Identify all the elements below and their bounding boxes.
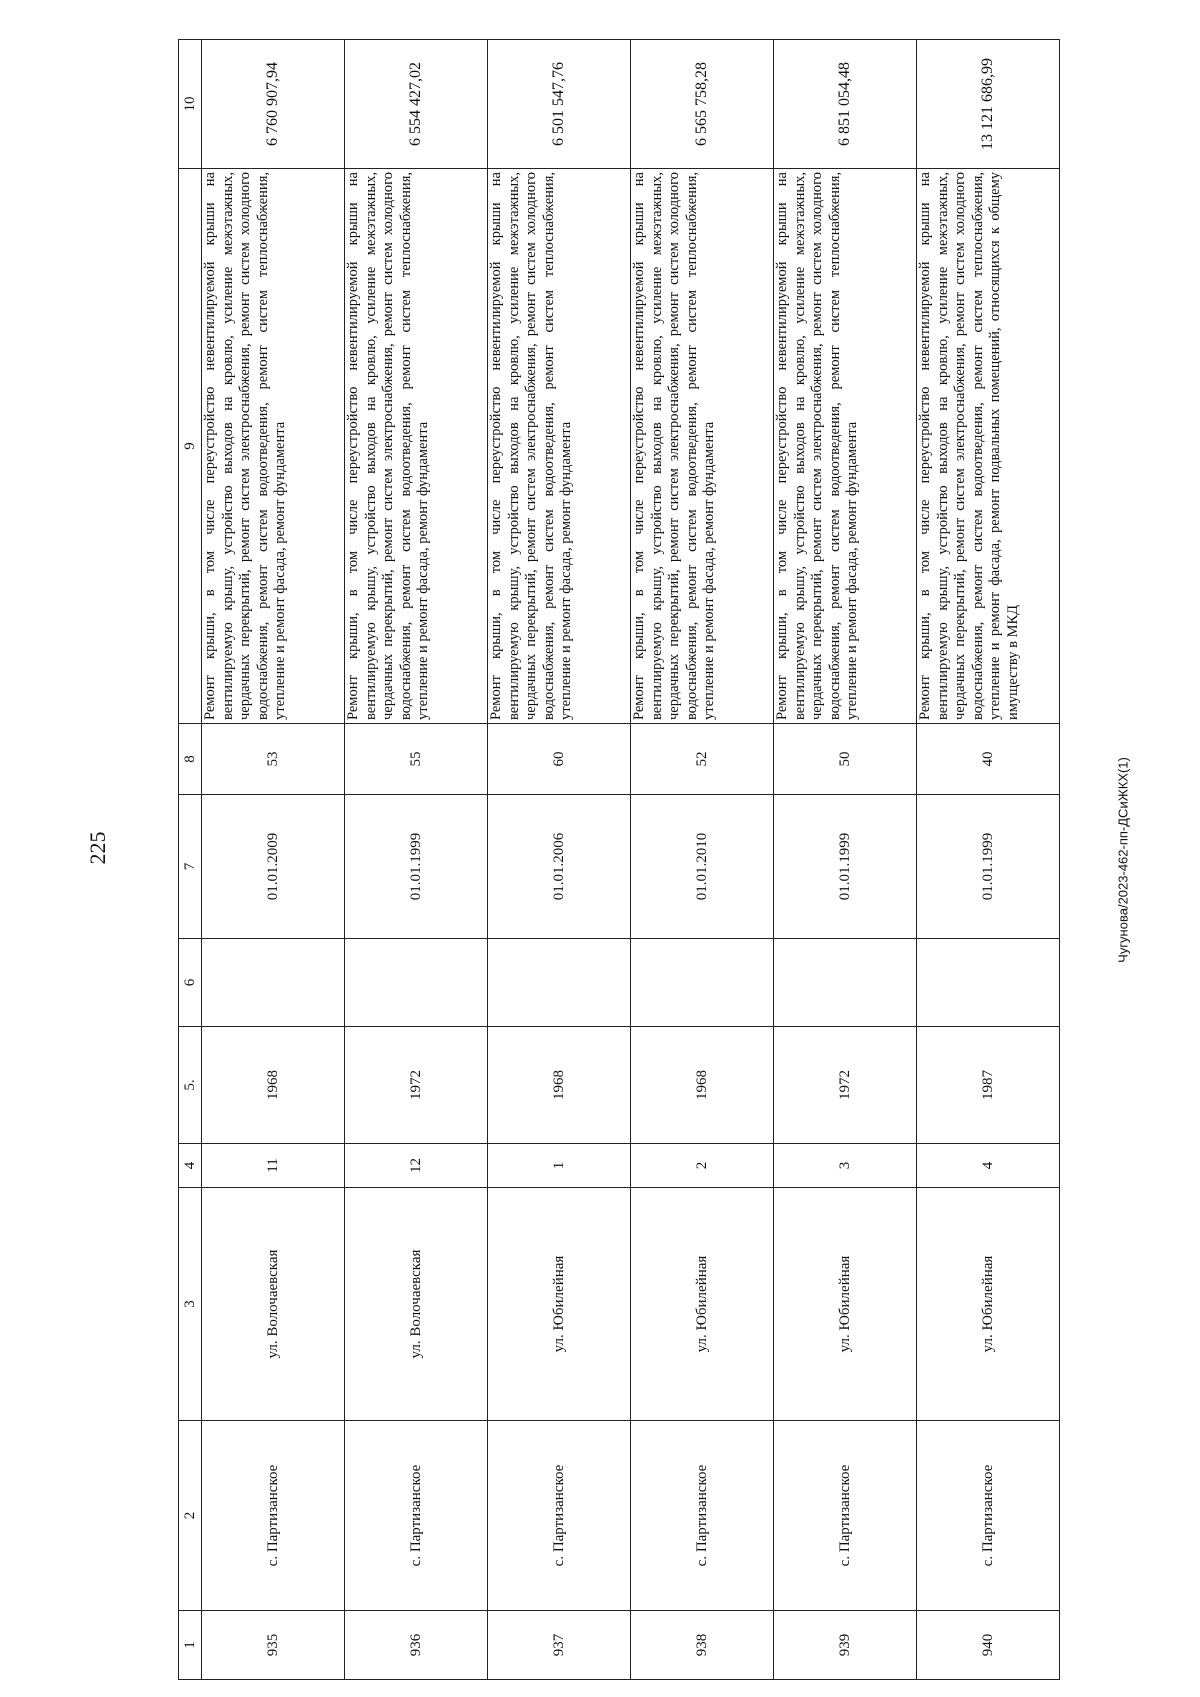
- col8-cell: 60: [488, 724, 631, 795]
- col8-cell: 50: [774, 724, 917, 795]
- row-number: 935: [202, 1611, 345, 1680]
- house-cell: 3: [774, 1144, 917, 1188]
- settlement-cell: с. Партизанское: [774, 1421, 917, 1611]
- row-number: 940: [917, 1611, 1060, 1680]
- col8-cell: 52: [631, 724, 774, 795]
- work-description-cell: Ремонт крыши, в том числе переустройство невентилируемой крыши на вентилируемую крышу, устройство выходов на кровлю, усиление межэтажных, чердачных перекрытий, ремонт систем электроснабжения, ремонт систем холодного водоснабжения, ремонт систем водоотведения, ремонт систем теплоснабжения, утепление и ремонт фасада, ремонт фундамента: [631, 169, 774, 724]
- col6-cell: [345, 939, 488, 1027]
- row-number: 936: [345, 1611, 488, 1680]
- date-cell: 01.01.1999: [345, 795, 488, 939]
- column-header: 6: [179, 939, 202, 1027]
- col8-cell: 53: [202, 724, 345, 795]
- date-cell: 01.01.1999: [774, 795, 917, 939]
- house-cell: 12: [345, 1144, 488, 1188]
- repair-program-table: [178, 39, 1060, 1680]
- settlement-cell: с. Партизанское: [488, 1421, 631, 1611]
- year-cell: 1972: [774, 1027, 917, 1144]
- column-header: 9: [179, 169, 202, 724]
- column-header: 8: [179, 724, 202, 795]
- page-number: 225: [85, 831, 110, 865]
- col6-cell: [917, 939, 1060, 1027]
- col6-cell: [488, 939, 631, 1027]
- street-cell: ул. Волочаевская: [202, 1188, 345, 1421]
- amount-cell: 6 501 547,76: [488, 40, 631, 169]
- street-cell: ул. Юбилейная: [488, 1188, 631, 1421]
- street-cell: ул. Юбилейная: [917, 1188, 1060, 1421]
- table-row: [345, 40, 488, 1680]
- street-cell: ул. Волочаевская: [345, 1188, 488, 1421]
- table-row: [631, 40, 774, 1680]
- date-cell: 01.01.2009: [202, 795, 345, 939]
- work-description-cell: Ремонт крыши, в том числе переустройство невентилируемой крыши на вентилируемую крышу, устройство выходов на кровлю, усиление межэтажных, чердачных перекрытий, ремонт систем электроснабжения, ремонт систем холодного водоснабжения, ремонт систем водоотведения, ремонт систем теплоснабжения, утепление и ремонт фасада, ремонт фундамента: [488, 169, 631, 724]
- work-description-cell: Ремонт крыши, в том числе переустройство невентилируемой крыши на вентилируемую крышу, устройство выходов на кровлю, усиление межэтажных, чердачных перекрытий, ремонт систем электроснабжения, ремонт систем холодного водоснабжения, ремонт систем водоотведения, ремонт систем теплоснабжения, утепление и ремонт фасада, ремонт фундамента: [774, 169, 917, 724]
- table-row: [488, 40, 631, 1680]
- work-description-cell: Ремонт крыши, в том числе переустройство невентилируемой крыши на вентилируемую крышу, устройство выходов на кровлю, усиление межэтажных, чердачных перекрытий, ремонт систем электроснабжения, ремонт систем холодного водоснабжения, ремонт систем водоотведения, ремонт систем теплоснабжения, утепление и ремонт фасада, ремонт фундамента: [345, 169, 488, 724]
- amount-cell: 6 554 427,02: [345, 40, 488, 169]
- table-row: [917, 40, 1060, 1680]
- column-header: 4: [179, 1144, 202, 1188]
- date-cell: 01.01.2006: [488, 795, 631, 939]
- year-cell: 1972: [345, 1027, 488, 1144]
- table-row: [202, 40, 345, 1680]
- col8-cell: 40: [917, 724, 1060, 795]
- column-header: 3: [179, 1188, 202, 1421]
- settlement-cell: с. Партизанское: [345, 1421, 488, 1611]
- house-cell: 4: [917, 1144, 1060, 1188]
- col6-cell: [631, 939, 774, 1027]
- table-row: [774, 40, 917, 1680]
- amount-cell: 6 565 758,28: [631, 40, 774, 169]
- house-cell: 11: [202, 1144, 345, 1188]
- house-cell: 2: [631, 1144, 774, 1188]
- work-description-cell: Ремонт крыши, в том числе переустройство невентилируемой крыши на вентилируемую крышу, устройство выходов на кровлю, усиление межэтажных, чердачных перекрытий, ремонт систем электроснабжения, ремонт систем холодного водоснабжения, ремонт систем водоотведения, ремонт систем теплоснабжения, утепление и ремонт фасада, ремонт подвальных помещений, относящихся к общему имуществу в МКД: [917, 169, 1060, 724]
- street-cell: ул. Юбилейная: [631, 1188, 774, 1421]
- column-header: 7: [179, 795, 202, 939]
- amount-cell: 6 851 054,48: [774, 40, 917, 169]
- date-cell: 01.01.2010: [631, 795, 774, 939]
- row-number: 939: [774, 1611, 917, 1680]
- column-header: 5.: [179, 1027, 202, 1144]
- date-cell: 01.01.1999: [917, 795, 1060, 939]
- header-row: [179, 40, 202, 1680]
- document-reference: Чугунова/2023-462-пп-ДСиЖКХ(1): [1115, 757, 1131, 963]
- work-description-cell: Ремонт крыши, в том числе переустройство невентилируемой крыши на вентилируемую крышу, устройство выходов на кровлю, усиление межэтажных, чердачных перекрытий, ремонт систем электроснабжения, ремонт систем холодного водоснабжения, ремонт систем водоотведения, ремонт систем теплоснабжения, утепление и ремонт фасада, ремонт фундамента: [202, 169, 345, 724]
- settlement-cell: с. Партизанское: [202, 1421, 345, 1611]
- row-number: 937: [488, 1611, 631, 1680]
- year-cell: 1968: [488, 1027, 631, 1144]
- col6-cell: [202, 939, 345, 1027]
- settlement-cell: с. Партизанское: [917, 1421, 1060, 1611]
- rotated-table-wrapper: [178, 40, 1058, 1680]
- year-cell: 1968: [202, 1027, 345, 1144]
- amount-cell: 6 760 907,94: [202, 40, 345, 169]
- column-header: 2: [179, 1421, 202, 1611]
- col8-cell: 55: [345, 724, 488, 795]
- year-cell: 1987: [917, 1027, 1060, 1144]
- settlement-cell: с. Партизанское: [631, 1421, 774, 1611]
- column-header: 10: [179, 40, 202, 169]
- amount-cell: 13 121 686,99: [917, 40, 1060, 169]
- street-cell: ул. Юбилейная: [774, 1188, 917, 1421]
- col6-cell: [774, 939, 917, 1027]
- year-cell: 1968: [631, 1027, 774, 1144]
- row-number: 938: [631, 1611, 774, 1680]
- house-cell: 1: [488, 1144, 631, 1188]
- column-header: 1: [179, 1611, 202, 1680]
